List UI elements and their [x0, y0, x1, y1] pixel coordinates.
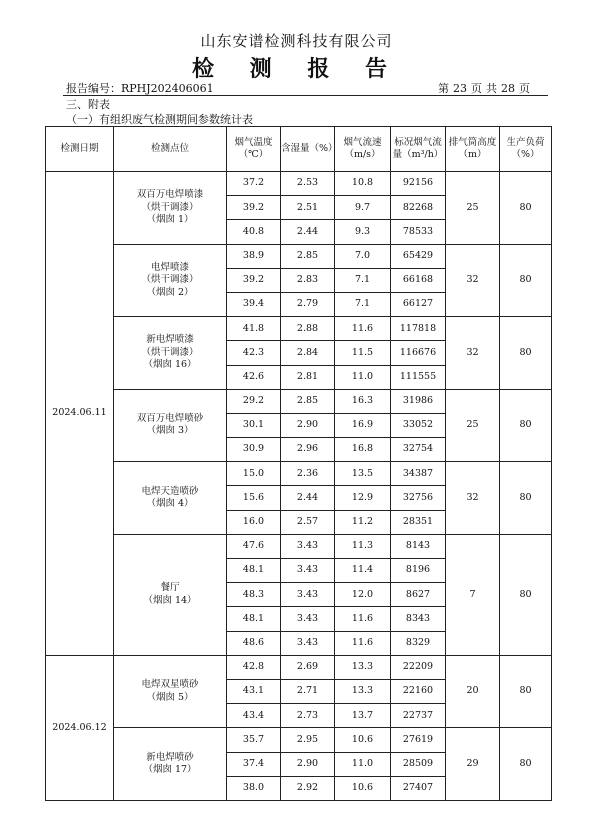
table-row [46, 317, 552, 341]
velocity-cell: 11.0 [335, 365, 391, 389]
point-line: 双百万电焊喷漆 [136, 189, 204, 201]
point-line: （烟囱 2） [146, 286, 194, 298]
stack-height-cell: 32 [446, 462, 500, 535]
point-line: 新电焊喷漆 [146, 334, 194, 346]
stack-height-cell: 29 [446, 728, 500, 801]
load-cell: 80 [500, 655, 552, 728]
header-date: 检测日期 [46, 127, 114, 172]
flow-cell: 33052 [391, 413, 446, 437]
table-row [46, 655, 552, 679]
temp-cell: 38.9 [227, 244, 281, 268]
load-cell: 80 [500, 317, 552, 390]
table-row [46, 534, 552, 558]
temp-cell: 41.8 [227, 317, 281, 341]
moisture-cell: 3.43 [281, 631, 335, 655]
temp-cell: 48.6 [227, 631, 281, 655]
point-cell [114, 462, 227, 535]
table-row [46, 172, 552, 196]
date-cell: 2024.06.11 [46, 172, 114, 656]
company-name: 山东安谱检测科技有限公司 [200, 32, 393, 50]
stack-height-cell: 25 [446, 172, 500, 245]
point-line: 餐厅 [160, 582, 180, 594]
stack-height-cell: 25 [446, 389, 500, 462]
header-point: 检测点位 [114, 127, 227, 172]
load-cell: 80 [500, 728, 552, 801]
point-line: （烟囱 4） [146, 498, 194, 510]
point-line: 电焊双星喷砂 [141, 679, 199, 691]
header-flow: 标况烟气流量（m³/h） [391, 127, 446, 172]
moisture-cell: 2.69 [281, 655, 335, 679]
header-divider [63, 95, 548, 96]
velocity-cell: 10.8 [335, 172, 391, 196]
point-line: （烟囱 14） [143, 594, 197, 606]
subsection-title: （一）有组织废气检测期间参数统计表 [66, 113, 253, 126]
velocity-cell: 10.6 [335, 728, 391, 752]
moisture-cell: 2.95 [281, 728, 335, 752]
point-line: （烟囱 17） [143, 764, 197, 776]
flow-cell: 66127 [391, 292, 446, 316]
flow-cell: 66168 [391, 268, 446, 292]
velocity-cell: 11.5 [335, 341, 391, 365]
temp-cell: 30.1 [227, 413, 281, 437]
velocity-cell: 16.9 [335, 413, 391, 437]
temp-cell: 42.6 [227, 365, 281, 389]
velocity-cell: 11.2 [335, 510, 391, 534]
temp-cell: 29.2 [227, 389, 281, 413]
report-number-value: RPHJ202406061 [121, 82, 214, 95]
velocity-cell: 11.6 [335, 607, 391, 631]
point-line: 新电焊喷砂 [146, 751, 194, 763]
page-prefix: 第 [438, 82, 449, 95]
temp-cell: 35.7 [227, 728, 281, 752]
section-title: 三、附表 [66, 98, 110, 111]
velocity-cell: 11.0 [335, 752, 391, 776]
moisture-cell: 2.85 [281, 244, 335, 268]
velocity-cell: 11.6 [335, 631, 391, 655]
flow-cell: 8196 [391, 559, 446, 583]
load-cell: 80 [500, 462, 552, 535]
velocity-cell: 7.1 [335, 292, 391, 316]
temp-cell: 39.2 [227, 196, 281, 220]
velocity-cell: 12.9 [335, 486, 391, 510]
point-line: （烘干调漆） [141, 274, 199, 286]
flow-cell: 8343 [391, 607, 446, 631]
point-cell [114, 728, 227, 801]
flow-cell: 34387 [391, 462, 446, 486]
flow-cell: 32754 [391, 438, 446, 462]
moisture-cell: 2.79 [281, 292, 335, 316]
flow-cell: 22737 [391, 704, 446, 728]
temp-cell: 47.6 [227, 534, 281, 558]
flow-cell: 32756 [391, 486, 446, 510]
velocity-cell: 11.4 [335, 559, 391, 583]
flow-cell: 65429 [391, 244, 446, 268]
moisture-cell: 2.92 [281, 776, 335, 800]
velocity-cell: 16.3 [335, 389, 391, 413]
point-line: （烟囱 16） [143, 359, 197, 371]
header-moisture: 含湿量（%） [281, 127, 335, 172]
moisture-cell: 2.88 [281, 317, 335, 341]
point-cell [114, 317, 227, 390]
flow-cell: 78533 [391, 220, 446, 244]
table-row [46, 728, 552, 752]
stack-height-cell: 7 [446, 534, 500, 655]
flow-cell: 111555 [391, 365, 446, 389]
velocity-cell: 7.1 [335, 268, 391, 292]
stack-height-cell: 32 [446, 317, 500, 390]
page-indicator [436, 80, 532, 96]
date-cell: 2024.06.12 [46, 655, 114, 800]
temp-cell: 48.3 [227, 583, 281, 607]
point-line: 电焊天造喷砂 [141, 485, 199, 497]
header-load: 生产负荷（%） [500, 127, 552, 172]
header-velocity: 烟气流速（m/s） [335, 127, 391, 172]
page-total: 28 [501, 82, 515, 95]
report-number [66, 80, 214, 96]
moisture-cell: 2.81 [281, 365, 335, 389]
table-row [46, 389, 552, 413]
moisture-cell: 2.96 [281, 438, 335, 462]
velocity-cell: 11.3 [335, 534, 391, 558]
stack-height-cell: 32 [446, 244, 500, 317]
temp-cell: 15.6 [227, 486, 281, 510]
point-cell [114, 172, 227, 245]
flow-cell: 27619 [391, 728, 446, 752]
moisture-cell: 2.73 [281, 704, 335, 728]
flow-cell: 28351 [391, 510, 446, 534]
velocity-cell: 13.5 [335, 462, 391, 486]
point-line: 电焊喷漆 [150, 261, 189, 273]
point-line: 双百万电焊喷砂 [136, 413, 204, 425]
point-line: （烟囱 3） [146, 425, 194, 437]
velocity-cell: 12.0 [335, 583, 391, 607]
flow-cell: 22160 [391, 679, 446, 703]
moisture-cell: 3.43 [281, 534, 335, 558]
velocity-cell: 7.0 [335, 244, 391, 268]
moisture-cell: 3.43 [281, 583, 335, 607]
temp-cell: 43.1 [227, 679, 281, 703]
report-number-label: 报告编号： [66, 82, 121, 95]
moisture-cell: 2.85 [281, 389, 335, 413]
temp-cell: 39.2 [227, 268, 281, 292]
flow-cell: 92156 [391, 172, 446, 196]
load-cell: 80 [500, 389, 552, 462]
page-mid2: 共 [486, 82, 497, 95]
temp-cell: 16.0 [227, 510, 281, 534]
temp-cell: 38.0 [227, 776, 281, 800]
load-cell: 80 [500, 172, 552, 245]
moisture-cell: 2.90 [281, 752, 335, 776]
flow-cell: 22209 [391, 655, 446, 679]
flow-cell: 8627 [391, 583, 446, 607]
table-body [46, 172, 552, 801]
table-row [46, 462, 552, 486]
temp-cell: 48.1 [227, 607, 281, 631]
moisture-cell: 2.44 [281, 220, 335, 244]
page-mid1: 页 [471, 82, 482, 95]
flow-cell: 116676 [391, 341, 446, 365]
temp-cell: 40.8 [227, 220, 281, 244]
flow-cell: 8329 [391, 631, 446, 655]
velocity-cell: 9.7 [335, 196, 391, 220]
moisture-cell: 2.84 [281, 341, 335, 365]
velocity-cell: 10.6 [335, 776, 391, 800]
velocity-cell: 11.6 [335, 317, 391, 341]
temp-cell: 42.8 [227, 655, 281, 679]
moisture-cell: 2.71 [281, 679, 335, 703]
temp-cell: 42.3 [227, 341, 281, 365]
parameter-table [45, 126, 552, 801]
moisture-cell: 2.90 [281, 413, 335, 437]
moisture-cell: 3.43 [281, 607, 335, 631]
moisture-cell: 2.36 [281, 462, 335, 486]
table-header-row [46, 127, 552, 172]
point-line: （烘干调漆） [141, 201, 199, 213]
load-cell: 80 [500, 534, 552, 655]
flow-cell: 82268 [391, 196, 446, 220]
velocity-cell: 16.8 [335, 438, 391, 462]
moisture-cell: 2.57 [281, 510, 335, 534]
page-suffix: 页 [519, 82, 530, 95]
header-stack: 排气筒高度（m） [446, 127, 500, 172]
flow-cell: 31986 [391, 389, 446, 413]
report-title: 检 测 报 告 [192, 56, 401, 82]
moisture-cell: 3.43 [281, 559, 335, 583]
point-line: （烘干调漆） [141, 346, 199, 358]
temp-cell: 43.4 [227, 704, 281, 728]
flow-cell: 117818 [391, 317, 446, 341]
load-cell: 80 [500, 244, 552, 317]
flow-cell: 27407 [391, 776, 446, 800]
velocity-cell: 9.3 [335, 220, 391, 244]
point-line: （烟囱 1） [146, 213, 194, 225]
velocity-cell: 13.3 [335, 679, 391, 703]
temp-cell: 30.9 [227, 438, 281, 462]
moisture-cell: 2.44 [281, 486, 335, 510]
moisture-cell: 2.53 [281, 172, 335, 196]
temp-cell: 15.0 [227, 462, 281, 486]
temp-cell: 39.4 [227, 292, 281, 316]
header-temp: 烟气温度（℃） [227, 127, 281, 172]
flow-cell: 28509 [391, 752, 446, 776]
point-line: （烟囱 5） [146, 691, 194, 703]
point-cell [114, 389, 227, 462]
point-cell [114, 655, 227, 728]
temp-cell: 37.4 [227, 752, 281, 776]
moisture-cell: 2.51 [281, 196, 335, 220]
velocity-cell: 13.7 [335, 704, 391, 728]
moisture-cell: 2.83 [281, 268, 335, 292]
page-current: 23 [453, 82, 467, 95]
velocity-cell: 13.3 [335, 655, 391, 679]
point-cell [114, 244, 227, 317]
temp-cell: 48.1 [227, 559, 281, 583]
table-row [46, 244, 552, 268]
flow-cell: 8143 [391, 534, 446, 558]
point-cell [114, 534, 227, 655]
stack-height-cell: 20 [446, 655, 500, 728]
temp-cell: 37.2 [227, 172, 281, 196]
